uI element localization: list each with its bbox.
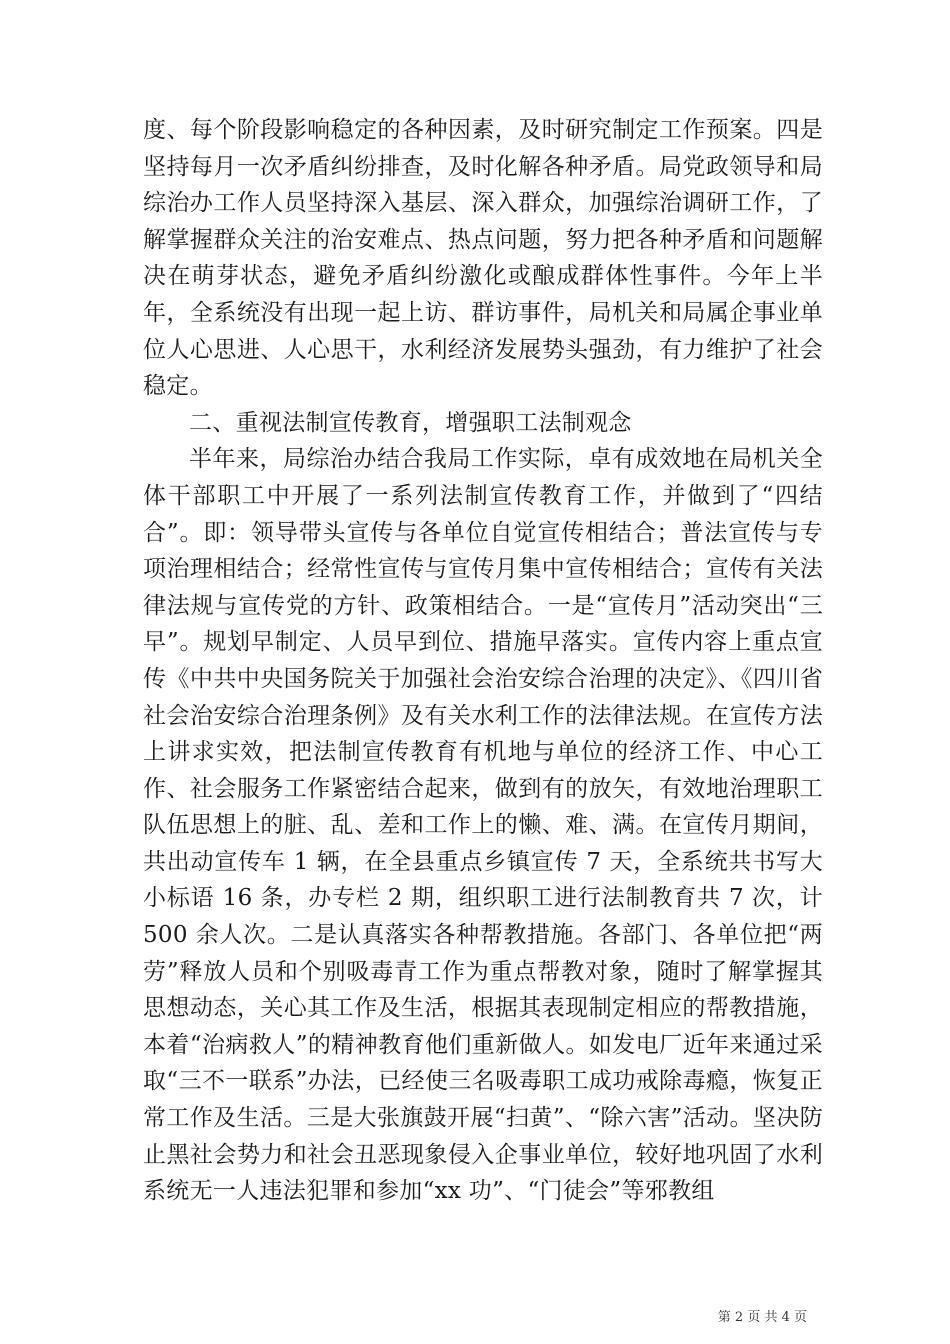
section-heading: 二、重视法制宣传教育，增强职工法制观念 — [189, 409, 632, 436]
paragraph-legal-education: 半年来，局综治办结合我局工作实际，卓有成效地在局机关全体干部职工中开展了一系列法制宣传教育工作，并做到了“四结合”。即：领导带头宣传与各单位自觉宣传相结合；普法宣传与专项治理相结合；经常性宣传与宣传月集中宣传相结合；宣传有关法律法规与宣传党的方针、政策相结合。一是“宣传月”活动突出“三早”。规划早制定、人员早到位、措施早落实。宣传内容上重点宣传《中共中央国务院关于加强社会治安综合治理的决定》、《四川省社会治安综合治理条例》及有关水利工作的法律法规。在宣传方法上讲求实效，把法制宣传教育有机地与单位的经济工作、中心工作、社会服务工作紧密结合起来，做到有的放矢，有效地治理职工队伍思想上的脏、乱、差和工作上的懒、难、满。在宣传月期间，共出动宣传车 1 辆，在全县重点乡镇宣传 7 天，全系统共书写大小标语 16 条，办专栏 2 期，组织职工进行法制教育共 7 次，计 500 余人次。二是认真落实各种帮教措施。各部门、各单位把“两劳”释放人员和个别吸毒青工作为重点帮教对象，随时了解掌握其思想动态，关心其工作及生活，根据其表现制定相应的帮教措施，本着“治病救人”的精神教育他们重新做人。如发电厂近年来通过采取“三不一联系”办法，已经使三名吸毒职工成功戒除毒瘾，恢复正常工作及生活。三是大张旗鼓开展“扫黄”、“除六害”活动。坚决防止黑社会势力和社会丑恶现象侵入企事业单位，较好地巩固了水利系统无一人违法犯罪和参加“xx 功”、“门徒会”等邪教组 — [143, 446, 823, 1205]
paragraph-continuation: 度、每个阶段影响稳定的各种因素，及时研究制定工作预案。四是坚持每月一次矛盾纠纷排查，及时化解各种矛盾。局党政领导和局综治办工作人员坚持深入基层、深入群众，加强综治调研工作，了解掌握群众关注的治安难点、热点问题，努力把各种矛盾和问题解决在萌芽状态，避免矛盾纠纷激化或酿成群体性事件。今年上半年，全系统没有出现一起上访、群访事件，局机关和局属企事业单位人心思进、人心思干，水利经济发展势头强劲，有力维护了社会稳定。 — [143, 117, 823, 400]
page-number-footer: 第 2 页 共 4 页 — [717, 1310, 807, 1325]
document-body — [143, 112, 823, 1210]
